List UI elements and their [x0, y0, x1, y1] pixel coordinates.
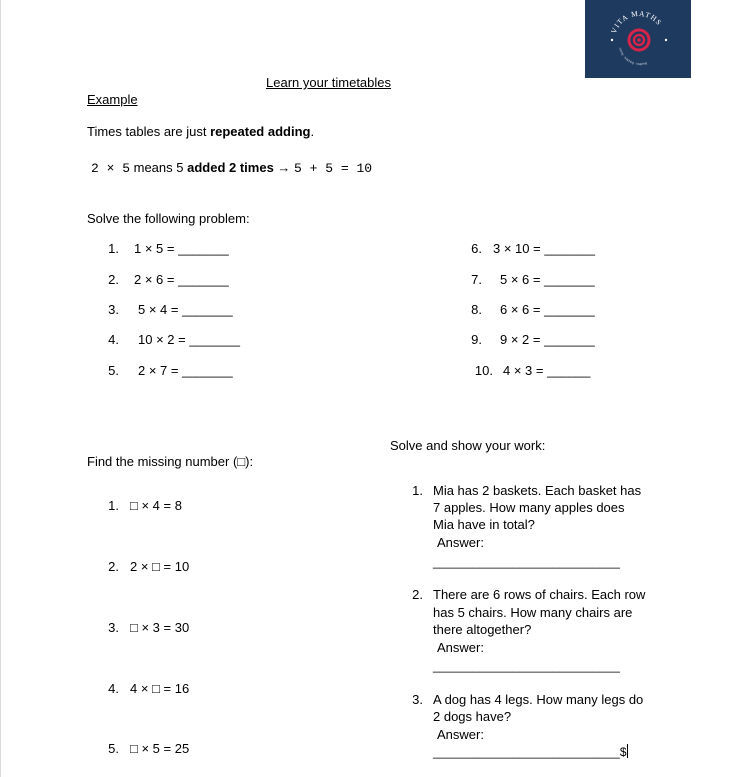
cursor-text: $	[619, 745, 627, 759]
problem-text: 5 × 6 = _______	[500, 272, 595, 287]
intro-after: .	[310, 124, 315, 139]
problem-text: □ × 3 = 30	[130, 620, 190, 635]
problem-number: 5.	[108, 363, 119, 378]
logo-graphic	[585, 0, 691, 78]
problem-number: 10.	[474, 363, 493, 378]
logo-text: VITA MATHS	[609, 8, 664, 35]
example-heading: Example	[87, 92, 138, 107]
problem-number: 3.	[108, 302, 119, 317]
problem-text: 2 × 7 = _______	[138, 363, 233, 378]
problem-number: 8.	[471, 302, 482, 317]
problem-text: 9 × 2 = _______	[500, 332, 595, 347]
problem-number: 5.	[108, 741, 119, 756]
problem-text: 4 × 3 = ______	[503, 363, 591, 378]
text-cursor	[627, 744, 628, 758]
problem-number: 3.	[412, 692, 423, 707]
section1-heading: Solve the following problem:	[87, 211, 250, 226]
problem-text: 4 × □ = 16	[130, 681, 190, 696]
problem-line: There are 6 rows of chairs. Each row	[433, 587, 646, 602]
problem-text: 6 × 6 = _______	[500, 302, 595, 317]
problem-number: 3.	[108, 620, 119, 635]
problem-line: A dog has 4 legs. How many legs do	[433, 692, 644, 707]
intro-before: Times tables are just	[87, 124, 211, 139]
problem-number: 9.	[471, 332, 482, 347]
problem-line: Mia has 2 baskets. Each basket has	[433, 483, 642, 498]
problem-text: □ × 5 = 25	[130, 741, 190, 756]
problem-number: 1.	[108, 498, 119, 513]
example-bold: added 2 times	[187, 160, 274, 175]
answer-line[interactable]: ____________________________	[433, 555, 620, 569]
problem-number: 7.	[471, 272, 482, 287]
problem-line: 2 dogs have?	[433, 709, 512, 724]
problem-number: 1.	[108, 241, 119, 256]
problem-line: 7 apples. How many apples does	[433, 500, 625, 515]
page-title: Learn your timetables	[266, 75, 392, 90]
answer-line[interactable]: ____________________________	[433, 659, 620, 673]
section2-heading: Find the missing number (□):	[87, 454, 254, 469]
answer-line-rule: ____________________________	[433, 745, 620, 759]
problem-text: 2 × 6 = _______	[134, 272, 229, 287]
example-expr: 2 × 5	[91, 161, 131, 176]
answer-label: Answer:	[437, 727, 484, 742]
problem-text: 1 × 5 = _______	[134, 241, 229, 256]
problem-text: 5 × 4 = _______	[138, 302, 233, 317]
problem-line: has 5 chairs. How many chairs are	[433, 605, 633, 620]
problem-number: 2.	[108, 272, 119, 287]
answer-label: Answer:	[437, 640, 484, 655]
problem-text: □ × 4 = 8	[130, 498, 182, 513]
vita-maths-logo	[585, 0, 691, 78]
problem-number: 6.	[471, 241, 482, 256]
problem-number: 2.	[412, 587, 423, 602]
section3-heading: Solve and show your work:	[390, 438, 546, 453]
problem-text: 2 × □ = 10	[130, 559, 190, 574]
answer-line[interactable]	[433, 744, 628, 759]
example-means: means 5	[130, 160, 188, 175]
intro-text	[87, 124, 314, 139]
problem-line: Mia have in total?	[433, 517, 535, 532]
problem-number: 4.	[108, 681, 119, 696]
answer-label: Answer:	[437, 535, 484, 550]
example-line	[91, 160, 372, 176]
example-sum: 5 + 5 = 10	[294, 161, 373, 176]
intro-bold: repeated adding	[210, 124, 311, 139]
problem-number: 4.	[108, 332, 119, 347]
problem-number: 1.	[412, 483, 423, 498]
problem-line: there altogether?	[433, 622, 532, 637]
problem-text: 10 × 2 = _______	[138, 332, 240, 347]
logo-subtext: caring · teaching · inspiring	[618, 47, 648, 67]
example-arrow: →	[273, 160, 295, 175]
page-edge	[0, 0, 1, 777]
problem-text: 3 × 10 = _______	[493, 241, 595, 256]
problem-number: 2.	[108, 559, 119, 574]
